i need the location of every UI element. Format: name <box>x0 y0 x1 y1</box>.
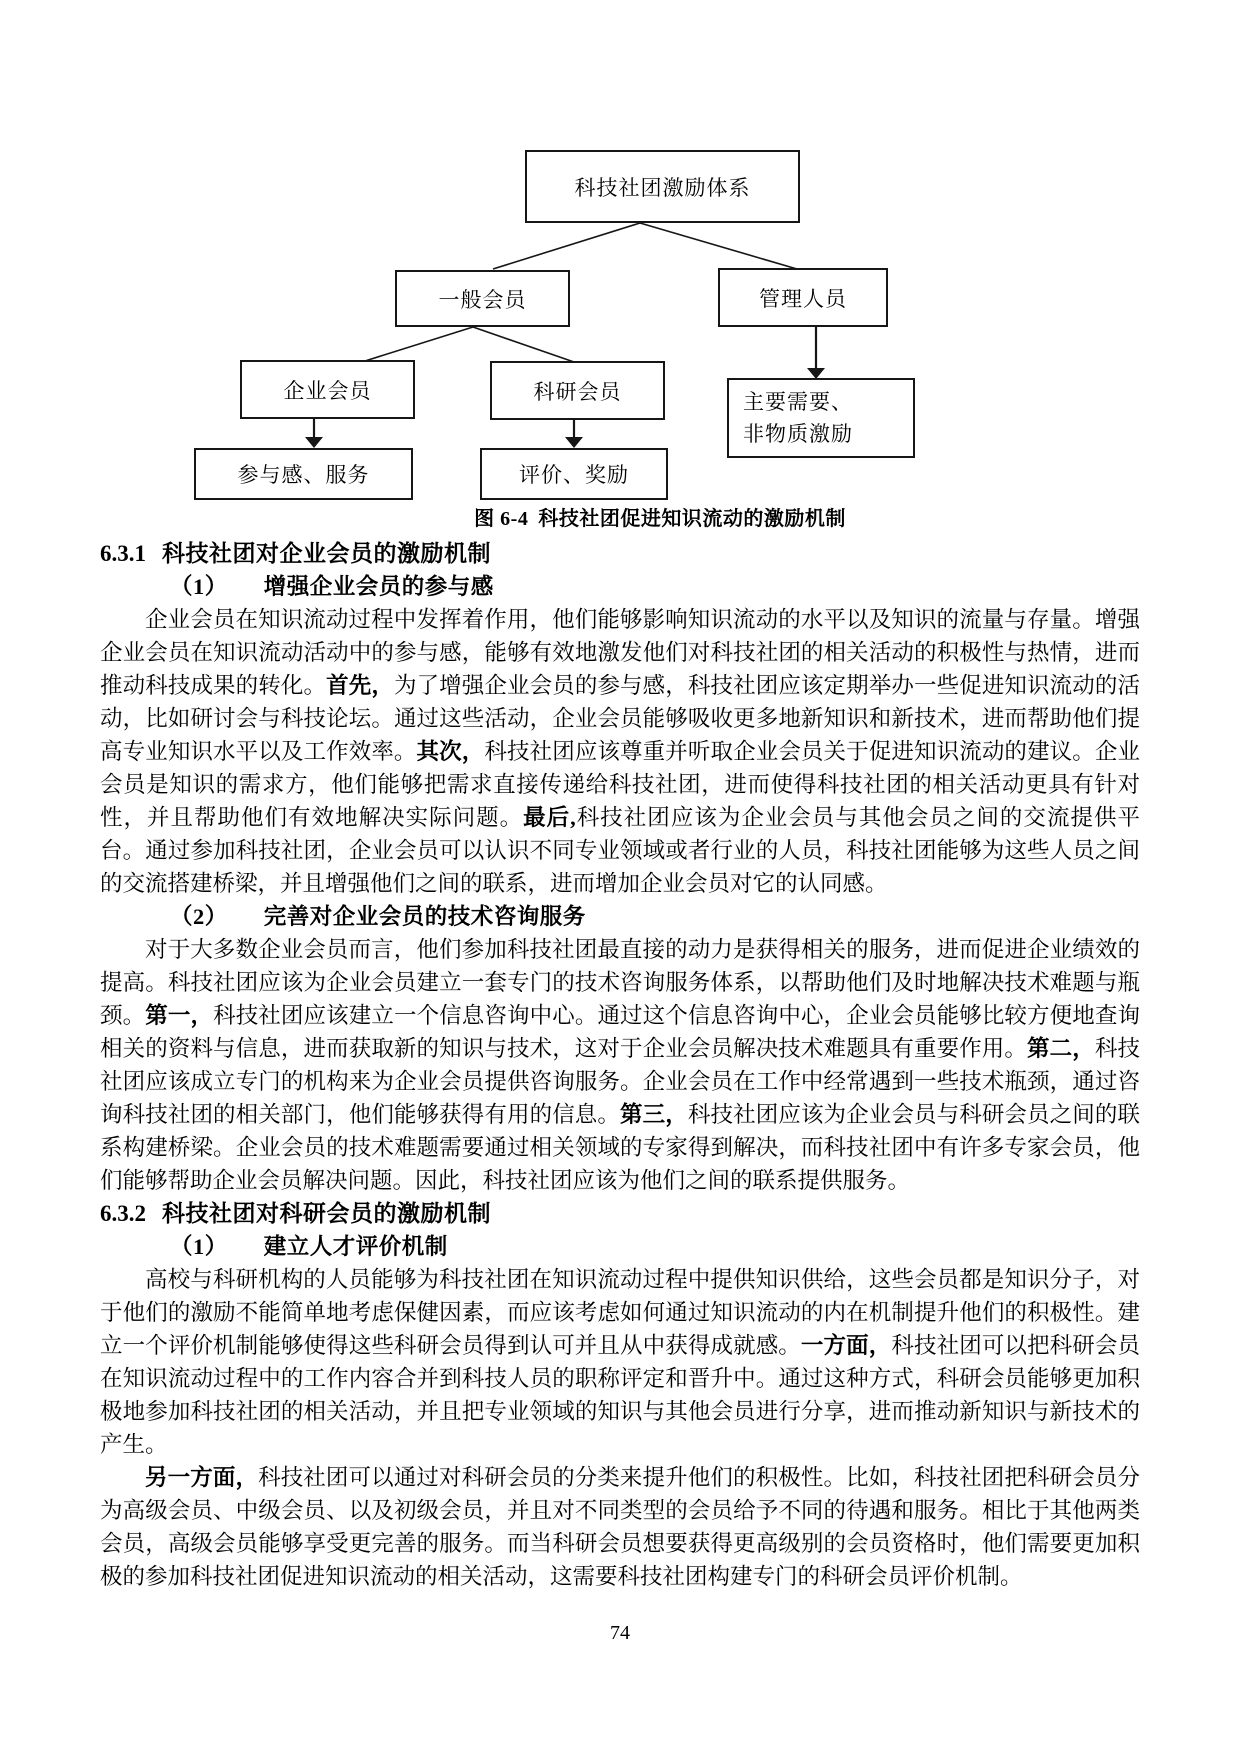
emphasis-lastly: 最后, <box>523 805 576 830</box>
subsection-title: 建立人才评价机制 <box>263 1234 448 1259</box>
subsection-heading-631-2 <box>100 900 1140 933</box>
paragraph-4 <box>100 1461 1140 1593</box>
subsection-number: （1） <box>170 1234 228 1259</box>
subsection-heading-632-1 <box>100 1230 1140 1263</box>
emphasis-second: 第二， <box>1027 1036 1095 1061</box>
paragraph-text: 科技社团应该为企业会员与其他会员之间的交流提供平台。通过参加科技社团，企业会员可以认识不同专业领域或者行业的人员，科技社团能够为这些人员之间的交流搭建桥梁，并且增强他们之间的联系，进而增加企业会员对它的认同感。 <box>100 805 1140 896</box>
paragraph-text: 对于大多数企业会员而言，他们参加科技社团最直接的动力是获得相关的服务，进而促进企业绩效的提高。科技社团应该为企业会员建立一套专门的技术咨询服务体系，以帮助他们及时地解决技术难题与瓶颈。 <box>100 937 1140 1028</box>
paragraph-text: 科技社团应该建立一个信息咨询中心。通过这个信息咨询中心，企业会员能够比较方便地查询相关的资料与信息，进而获取新的知识与技术，这对于企业会员解决技术难题具有重要作用。 <box>100 1003 1140 1061</box>
figure-node-enterprise-incentive: 参与感、服务 <box>194 448 413 500</box>
section-heading-632 <box>100 1197 1140 1230</box>
emphasis-other-hand: 另一方面， <box>145 1465 259 1490</box>
figure-node-general-member: 一般会员 <box>395 270 570 327</box>
paragraph-3 <box>100 1263 1140 1461</box>
article-body <box>100 537 1140 1593</box>
paragraph-2 <box>100 933 1140 1197</box>
figure-connectors <box>0 0 1240 520</box>
arrow-research-head <box>565 437 583 448</box>
figure-node-incentive-system: 科技社团激励体系 <box>525 150 800 223</box>
section-heading-631 <box>100 537 1140 570</box>
paragraph-text: 科技社团应该为企业会员与科研会员之间的联系构建桥梁。企业会员的技术难题需要通过相关领域的专家得到解决，而科技社团中有许多专家会员，他们能够帮助企业会员解决问题。因此，科技社团应该为他们之间的联系提供服务。 <box>100 1102 1140 1193</box>
emphasis-secondly: 其次， <box>416 739 485 764</box>
emphasis-firstly: 首先， <box>326 673 394 698</box>
figure-node-enterprise-member: 企业会员 <box>240 360 415 419</box>
paragraph-text: 高校与科研机构的人员能够为科技社团在知识流动过程中提供知识供给，这些会员都是知识分子，对于他们的激励不能简单地考虑保健因素，而应该考虑如何通过知识流动的内在机制提升他们的积极性。建立一个评价机制能够使得这些科研会员得到认可并且从中获得成就感。 <box>100 1267 1140 1358</box>
section-number: 6.3.2 <box>100 1201 146 1226</box>
figure-caption-title: 科技社团促进知识流动的激励机制 <box>538 508 846 530</box>
figure-caption-label: 图 6-4 <box>474 508 529 530</box>
figure-node-manager-incentive-line2: 非物质激励 <box>743 422 853 446</box>
paragraph-text: 科技社团可以把科研会员在知识流动过程中的工作内容合并到科技人员的职称评定和晋升中。通过这种方式，科研会员能够更加积极地参加科技社团的相关活动，并且把专业领域的知识与其他会员进行分享，进而推动新知识与新技术的产生。 <box>100 1333 1140 1457</box>
connector-root-to-general <box>493 223 640 269</box>
paragraph-text: 科技社团可以通过对科研会员的分类来提升他们的积极性。比如，科技社团把科研会员分为高级会员、中级会员、以及初级会员，并且对不同类型的会员给予不同的待遇和服务。相比于其他两类会员，高级会员能够享受更完善的服务。而当科研会员想要获得更高级别的会员资格时，他们需要更加积极的参加科技社团促进知识流动的相关活动，这需要科技社团构建专门的科研会员评价机制。 <box>100 1465 1140 1589</box>
paragraph-text: 企业会员在知识流动过程中发挥着作用，他们能够影响知识流动的水平以及知识的流量与存量。增强企业会员在知识流动活动中的参与感，能够有效地激发他们对科技社团的相关活动的积极性与热情，进而推动科技成果的转化。 <box>100 607 1140 698</box>
page-number: 74 <box>610 1622 630 1644</box>
subsection-number: （1） <box>170 574 228 599</box>
figure-node-manager: 管理人员 <box>718 268 888 327</box>
connector-general-to-enterprise <box>365 327 473 361</box>
emphasis-third: 第三， <box>620 1102 688 1127</box>
paragraph-1 <box>100 603 1140 900</box>
section-title: 科技社团对企业会员的激励机制 <box>162 541 491 566</box>
emphasis-first: 第一， <box>145 1003 214 1028</box>
figure-node-research-member: 科研会员 <box>490 361 665 420</box>
emphasis-one-hand: 一方面， <box>800 1333 892 1358</box>
figure-node-research-incentive: 评价、奖励 <box>480 448 668 500</box>
paragraph-text: 科技社团应该成立专门的机构来为企业会员提供咨询服务。企业会员在工作中经常遇到一些技术瓶颈，通过咨询科技社团的相关部门，他们能够获得有用的信息。 <box>100 1036 1140 1127</box>
paragraph-text: 为了增强企业会员的参与感，科技社团应该定期举办一些促进知识流动的活动，比如研讨会与科技论坛。通过这些活动，企业会员能够吸收更多地新知识和新技术，进而帮助他们提高专业知识水平以及工作效率。 <box>100 673 1140 764</box>
connector-general-to-research <box>473 327 574 362</box>
figure-node-manager-incentive <box>727 378 915 458</box>
figure-caption <box>160 502 1160 531</box>
subsection-heading-631-1 <box>100 570 1140 603</box>
subsection-number: （2） <box>170 904 228 929</box>
arrow-enterprise-head <box>305 437 323 448</box>
subsection-title: 完善对企业会员的技术咨询服务 <box>263 904 586 929</box>
figure-node-manager-incentive-line1: 主要需要、 <box>743 390 853 414</box>
section-number: 6.3.1 <box>100 541 146 566</box>
paragraph-text: 科技社团应该尊重并听取企业会员关于促进知识流动的建议。企业会员是知识的需求方，他们能够把需求直接传递给科技社团，进而使得科技社团的相关活动更具有针对性，并且帮助他们有效地解决实际问题。 <box>100 739 1140 830</box>
subsection-title: 增强企业会员的参与感 <box>263 574 494 599</box>
connector-root-to-manager <box>640 223 797 269</box>
section-title: 科技社团对科研会员的激励机制 <box>162 1201 491 1226</box>
